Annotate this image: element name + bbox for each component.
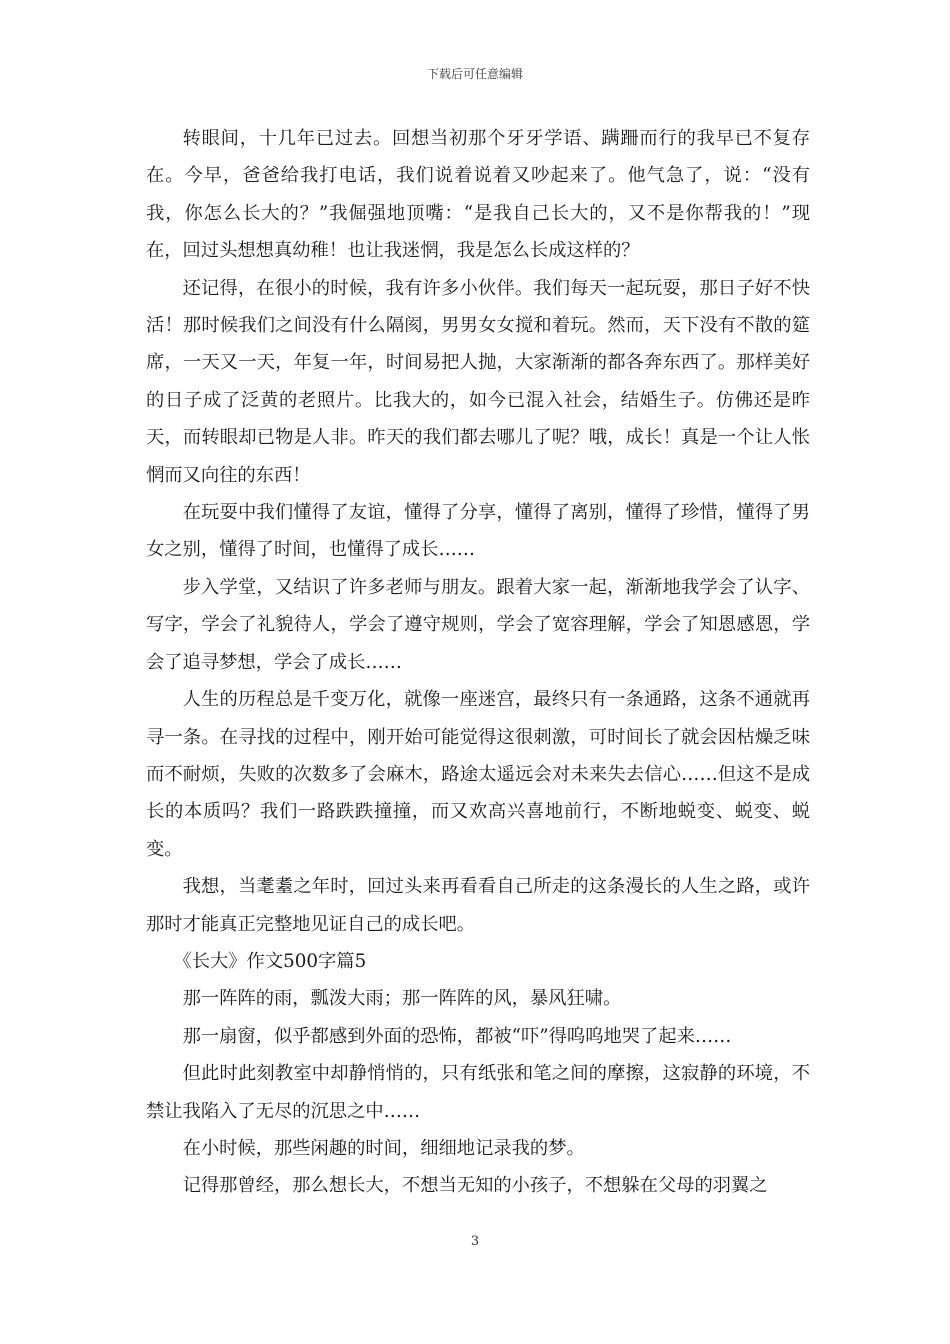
document-body xyxy=(146,120,810,1205)
paragraph: 在玩耍中我们懂得了友谊，懂得了分享，懂得了离别，懂得了珍惜，懂得了男女之别，懂得了时间，也懂得了成长…… xyxy=(146,502,810,561)
paragraph: 在小时候，那些闲趣的时间，细细地记录我的梦。 xyxy=(182,1137,585,1159)
page-number: 3 xyxy=(470,1234,480,1249)
paragraph: 但此时此刻教室中却静悄悄的，只有纸张和笔之间的摩擦，这寂静的环境，不禁让我陷入了无尽的沉思之中…… xyxy=(146,1063,810,1122)
paragraph: 转眼间，十几年已过去。回想当初那个牙牙学语、蹒跚而行的我早已不复存在。今早，爸爸给我打电话，我们说着说着又吵起来了。他气急了，说：“没有我，你怎么长大的？”我倔强地顶嘴：“是我自己长大的，又不是你帮我的！”现在，回过头想想真幼稚！也让我迷惘，我是怎么长成这样的？ xyxy=(146,128,810,262)
paragraph: 人生的历程总是千变万化，就像一座迷宫，最终只有一条通路，这条不通就再寻一条。在寻找的过程中，刚开始可能觉得这很刺激，可时间长了就会因枯燥乏味而不耐烦，失败的次数多了会麻木，路途太遥远会对未来失去信心……但这不是成长的本质吗？我们一路跌跌撞撞，而又欢高兴喜地前行，不断地蜕变、蜕变、蜕变。 xyxy=(146,689,810,860)
paragraph: 那一扇窗，似乎都感到外面的恐怖，都被“吓”得呜呜地哭了起来…… xyxy=(182,1025,732,1047)
paragraph: 我想，当耄耋之年时，回过头来再看看自己所走的这条漫长的人生之路，或许那时才能真正完整地见证自己的成长吧。 xyxy=(146,876,810,935)
paragraph: 那一阵阵的雨，瓢泼大雨；那一阵阵的风，暴风狂啸。 xyxy=(182,988,622,1010)
paragraph: 步入学堂，又结识了许多老师与朋友。跟着大家一起，渐渐地我学会了认字、写字，学会了礼貌待人，学会了遵守规则，学会了宽容理解，学会了知恩感恩，学会了追寻梦想，学会了成长…… xyxy=(146,576,810,673)
paragraph: 还记得，在很小的时候，我有许多小伙伴。我们每天一起玩耍，那日子好不快活！那时候我们之间没有什么隔阂，男男女女搅和着玩。然而，天下没有不散的筵席，一天又一天，年复一年，时间易把人抛，大家渐渐的都各奔东西了。那样美好的日子成了泛黄的老照片。比我大的，如今已混入社会，结婚生子。仿佛还是昨天，而转眼却已物是人非。昨天的我们都去哪儿了呢？哦，成长！真是一个让人怅惘而又向往的东西！ xyxy=(146,277,810,486)
paragraph: 记得那曾经，那么想长大，不想当无知的小孩子，不想躲在父母的羽翼之 xyxy=(182,1175,768,1197)
section-heading: 《长大》作文500字篇5 xyxy=(173,950,367,972)
page-header: 下载后可任意编辑 xyxy=(426,67,523,81)
